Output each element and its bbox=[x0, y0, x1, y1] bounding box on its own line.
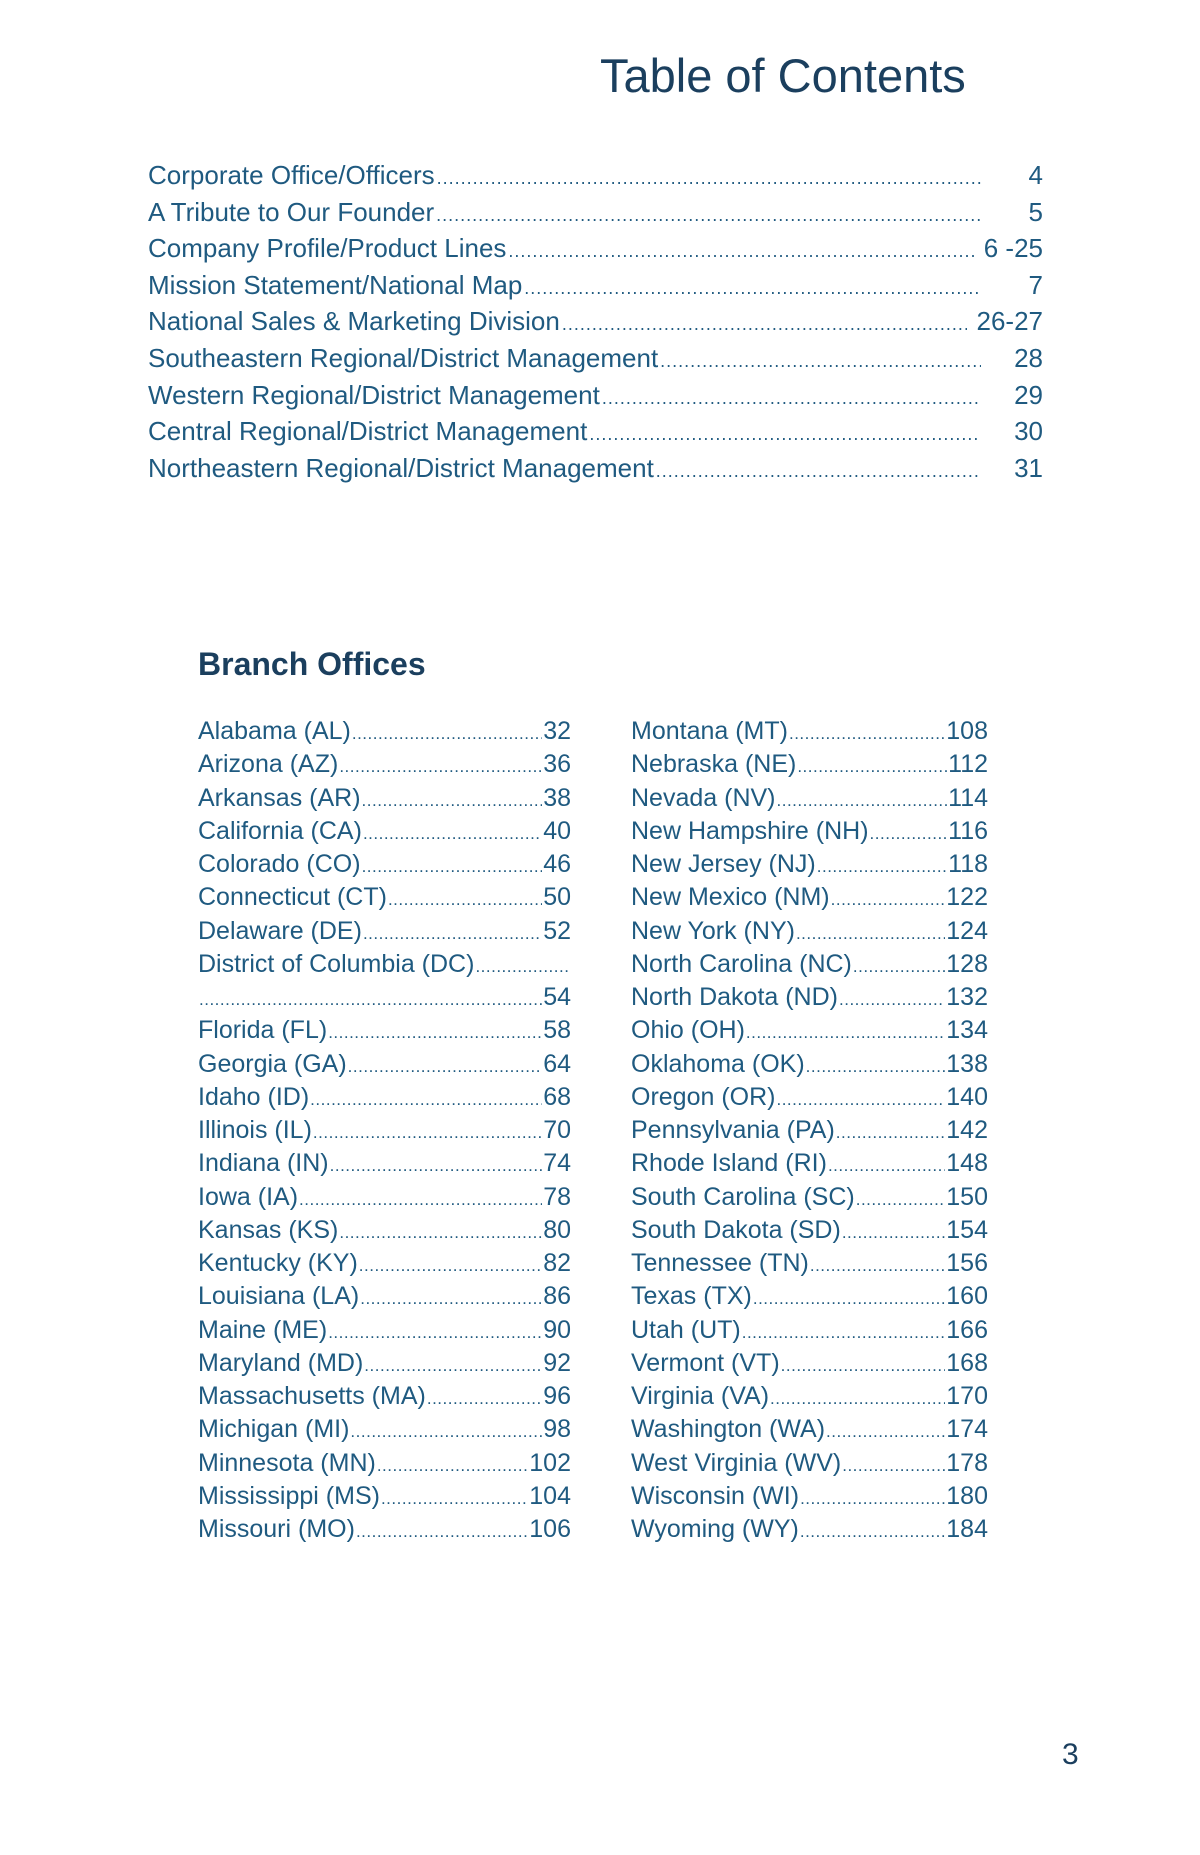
branch-entry bbox=[198, 1415, 571, 1448]
branch-entry-page: 104 bbox=[529, 1481, 571, 1510]
toc-entry-label: A Tribute to Our Founder bbox=[148, 196, 435, 227]
branch-entry bbox=[198, 817, 571, 850]
branch-entry-label: New Hampshire (NH) bbox=[631, 816, 869, 845]
branch-entry bbox=[198, 1515, 571, 1548]
branch-entry-label: Nebraska (NE) bbox=[631, 750, 797, 779]
dot-leader bbox=[352, 724, 542, 744]
dot-leader bbox=[777, 791, 948, 811]
branch-entry-label: Montana (MT) bbox=[631, 717, 788, 745]
branch-entry-page: 46 bbox=[543, 850, 571, 878]
dot-leader bbox=[363, 924, 542, 944]
branch-entry-page: 118 bbox=[948, 850, 988, 878]
branch-entry-page: 54 bbox=[543, 983, 571, 1011]
branch-entry-page: 150 bbox=[946, 1182, 988, 1211]
branch-entry-page: 168 bbox=[946, 1348, 988, 1377]
toc-entry-label: Northeastern Regional/District Management bbox=[148, 452, 654, 483]
toc-entry-label: Southeastern Regional/District Management bbox=[148, 342, 659, 373]
dot-leader bbox=[427, 1389, 542, 1409]
toc-entry bbox=[148, 343, 1043, 380]
branch-entry bbox=[631, 1216, 988, 1249]
branch-entry bbox=[631, 784, 988, 817]
branch-entry-page: 132 bbox=[946, 983, 988, 1011]
branch-entry bbox=[631, 1349, 988, 1382]
dot-leader bbox=[800, 1522, 945, 1542]
branch-entry-page: 92 bbox=[543, 1348, 571, 1377]
dot-leader bbox=[360, 1289, 542, 1309]
branch-entry bbox=[198, 950, 571, 983]
branch-entry-label: Pennsylvania (PA) bbox=[631, 1116, 835, 1144]
branch-entry-page: 114 bbox=[948, 783, 988, 812]
branch-entry bbox=[198, 917, 571, 950]
page-title: Table of Contents bbox=[600, 49, 966, 102]
branch-entry-label: Iowa (IA) bbox=[198, 1182, 299, 1211]
toc-entry-label: Central Regional/District Management bbox=[148, 416, 588, 447]
dot-leader bbox=[363, 824, 542, 844]
branch-entry-label: Mississippi (MS) bbox=[198, 1481, 380, 1510]
dot-leader bbox=[350, 1422, 542, 1442]
branch-entry-page: 184 bbox=[946, 1515, 988, 1543]
dot-leader bbox=[299, 1190, 542, 1210]
branch-entry-label: Connecticut (CT) bbox=[198, 883, 387, 912]
branch-entry-page: 154 bbox=[946, 1215, 988, 1244]
dot-leader bbox=[199, 990, 542, 1010]
branch-entry-label: Wisconsin (WI) bbox=[631, 1481, 800, 1510]
branch-entry-page: 160 bbox=[946, 1282, 988, 1311]
dot-leader bbox=[796, 924, 945, 944]
dot-leader bbox=[362, 791, 543, 811]
dot-leader bbox=[339, 1223, 542, 1243]
branch-entry-label: Arizona (AZ) bbox=[198, 750, 339, 779]
branch-entry-page: 86 bbox=[543, 1282, 571, 1311]
branch-entry bbox=[198, 1349, 571, 1382]
dot-leader bbox=[800, 1489, 945, 1509]
dot-leader bbox=[746, 1023, 945, 1043]
toc-entry-page: 31 bbox=[1014, 452, 1043, 483]
branch-entry bbox=[198, 1316, 571, 1349]
branch-entry-label: Delaware (DE) bbox=[198, 916, 362, 945]
branch-entry-label: Alabama (AL) bbox=[198, 717, 351, 745]
toc-entry-page: 29 bbox=[1014, 379, 1043, 410]
branch-entry bbox=[631, 1083, 988, 1116]
dot-leader bbox=[826, 1422, 945, 1442]
dot-leader bbox=[789, 724, 945, 744]
toc-entry bbox=[148, 197, 1043, 234]
branch-entry-page: 180 bbox=[946, 1481, 988, 1510]
branch-entry-page: 80 bbox=[543, 1215, 571, 1244]
branch-entry-page: 134 bbox=[946, 1016, 988, 1045]
branch-entry-label: New Jersey (NJ) bbox=[631, 850, 816, 878]
branch-entry-page: 170 bbox=[946, 1382, 988, 1410]
branch-entry-label: Washington (WA) bbox=[631, 1415, 826, 1444]
dot-leader bbox=[377, 1456, 528, 1476]
toc-entry bbox=[148, 453, 1043, 490]
dot-leader bbox=[330, 1156, 543, 1176]
branch-entry bbox=[198, 1083, 571, 1116]
branch-entry-page: 138 bbox=[946, 1049, 988, 1078]
dot-leader bbox=[660, 351, 981, 372]
branch-entry-page: 36 bbox=[543, 750, 571, 779]
dot-leader bbox=[436, 205, 981, 226]
branch-entry bbox=[631, 1449, 988, 1482]
branch-entry-page: 40 bbox=[543, 816, 571, 845]
toc-entry-label: Mission Statement/National Map bbox=[148, 269, 523, 300]
branch-entry-page: 108 bbox=[946, 717, 988, 745]
branch-entry-page: 142 bbox=[946, 1116, 988, 1144]
toc-entry-page: 4 bbox=[1028, 160, 1043, 190]
dot-leader bbox=[589, 424, 981, 445]
branch-entry bbox=[198, 784, 571, 817]
branch-entry bbox=[198, 750, 571, 783]
branch-entry-page: 140 bbox=[946, 1082, 988, 1111]
branch-entry-page: 128 bbox=[946, 949, 988, 978]
branch-entry-label: Oklahoma (OK) bbox=[631, 1049, 805, 1078]
branch-entry bbox=[198, 1149, 571, 1182]
dot-leader bbox=[508, 241, 973, 262]
dot-leader bbox=[770, 1389, 945, 1409]
branch-entry-page: 50 bbox=[543, 883, 571, 912]
dot-leader bbox=[810, 1256, 945, 1276]
branch-entry bbox=[198, 1116, 571, 1149]
branch-entry bbox=[631, 883, 988, 916]
branch-entry-label: Idaho (ID) bbox=[198, 1082, 310, 1111]
branch-entry-label: Oregon (OR) bbox=[631, 1082, 776, 1111]
branch-entry bbox=[198, 1382, 571, 1415]
branch-entry bbox=[631, 1316, 988, 1349]
dot-leader bbox=[842, 1456, 945, 1476]
toc-entry-page: 30 bbox=[1014, 416, 1043, 447]
branch-entry-label: Indiana (IN) bbox=[198, 1149, 329, 1178]
toc-entry bbox=[148, 233, 1043, 270]
toc-entry-page: 7 bbox=[1028, 269, 1043, 300]
branch-entry bbox=[198, 1016, 571, 1049]
branch-entry-label: Nevada (NV) bbox=[631, 783, 776, 812]
branch-entry-label: South Carolina (SC) bbox=[631, 1182, 855, 1211]
dot-leader bbox=[776, 1090, 945, 1110]
branch-entry-label: California (CA) bbox=[198, 816, 362, 845]
branch-entry bbox=[198, 1249, 571, 1282]
branch-entry-page: 106 bbox=[529, 1515, 571, 1543]
toc-entry bbox=[148, 306, 1043, 343]
dot-leader bbox=[388, 890, 542, 910]
branch-offices-heading: Branch Offices bbox=[198, 646, 426, 682]
branch-entry-page: 116 bbox=[948, 816, 988, 845]
branch-entry-page: 112 bbox=[948, 750, 988, 779]
dot-leader bbox=[524, 278, 981, 299]
branch-entry bbox=[198, 1050, 571, 1083]
branch-entry-label: Louisiana (LA) bbox=[198, 1282, 360, 1311]
dot-leader bbox=[310, 1090, 542, 1110]
toc-entry-page: 5 bbox=[1028, 196, 1043, 227]
branch-entry-page: 178 bbox=[946, 1448, 988, 1477]
dot-leader bbox=[831, 890, 946, 910]
branch-entry-label: Ohio (OH) bbox=[631, 1016, 745, 1045]
branch-entry-page: 32 bbox=[543, 717, 571, 745]
dot-leader bbox=[328, 1323, 542, 1343]
branch-entry bbox=[198, 850, 571, 883]
dot-leader bbox=[656, 461, 981, 482]
toc-entry-label: Company Profile/Product Lines bbox=[148, 233, 507, 264]
branch-entry-label: New York (NY) bbox=[631, 916, 795, 945]
branch-entry-label: Tennessee (TN) bbox=[631, 1249, 809, 1277]
dot-leader bbox=[602, 388, 981, 409]
branch-entry-label: Massachusetts (MA) bbox=[198, 1382, 426, 1410]
dot-leader bbox=[797, 757, 947, 777]
branch-entry-label: South Dakota (SD) bbox=[631, 1215, 841, 1244]
dot-leader bbox=[856, 1190, 946, 1210]
branch-entry-label: Florida (FL) bbox=[198, 1016, 328, 1045]
branch-entry-label: North Dakota (ND) bbox=[631, 983, 838, 1011]
branch-entry-page: 156 bbox=[946, 1249, 988, 1277]
branch-entry-page: 98 bbox=[543, 1415, 571, 1444]
branch-entry bbox=[631, 1515, 988, 1548]
dot-leader bbox=[362, 857, 543, 877]
branch-entry-page: 174 bbox=[946, 1415, 988, 1444]
branch-entry-page: 90 bbox=[543, 1315, 571, 1344]
branch-entry bbox=[198, 1482, 571, 1515]
toc-entry-label: Corporate Office/Officers bbox=[148, 160, 435, 190]
dot-leader bbox=[562, 314, 967, 335]
dot-leader bbox=[437, 168, 981, 189]
dot-leader bbox=[364, 1356, 542, 1376]
branch-entry bbox=[631, 717, 988, 750]
branch-entry bbox=[631, 917, 988, 950]
branch-entry-page: 166 bbox=[946, 1315, 988, 1344]
dot-leader bbox=[870, 824, 948, 844]
branch-entry bbox=[198, 983, 571, 1016]
branch-entry-label: Wyoming (WY) bbox=[631, 1515, 799, 1543]
branch-entry bbox=[631, 750, 988, 783]
branch-entry-label: New Mexico (NM) bbox=[631, 883, 830, 912]
dot-leader bbox=[839, 990, 945, 1010]
branch-entry bbox=[198, 1449, 571, 1482]
branch-entry-page: 38 bbox=[543, 783, 571, 812]
branch-entry-label: Michigan (MI) bbox=[198, 1415, 350, 1444]
dot-leader bbox=[313, 1123, 542, 1143]
branch-entry bbox=[631, 950, 988, 983]
page-number: 3 bbox=[1062, 1738, 1079, 1771]
branch-entry bbox=[631, 1282, 988, 1315]
branch-entry bbox=[631, 1016, 988, 1049]
dot-leader bbox=[328, 1023, 542, 1043]
branch-entry-label: Vermont (VT) bbox=[631, 1348, 780, 1377]
toc-entry-page: 26-27 bbox=[976, 306, 1043, 337]
branch-entry-page: 122 bbox=[946, 883, 988, 912]
branch-entry-label: Kansas (KS) bbox=[198, 1215, 339, 1244]
branch-entry-label: West Virginia (WV) bbox=[631, 1448, 842, 1477]
branch-entry bbox=[631, 1050, 988, 1083]
dot-leader bbox=[339, 757, 542, 777]
branch-entry bbox=[631, 817, 988, 850]
branch-entry bbox=[198, 1183, 571, 1216]
dot-leader bbox=[356, 1522, 528, 1542]
branch-entry-page: 82 bbox=[543, 1249, 571, 1277]
branch-entry bbox=[198, 717, 571, 750]
contents-list bbox=[148, 160, 1043, 489]
branch-entry-page: 52 bbox=[543, 916, 571, 945]
branch-entry-label: Colorado (CO) bbox=[198, 850, 361, 878]
dot-leader bbox=[828, 1156, 945, 1176]
toc-entry-label: Western Regional/District Management bbox=[148, 379, 600, 410]
branch-entry bbox=[631, 1382, 988, 1415]
branch-entry bbox=[631, 1249, 988, 1282]
branch-entry bbox=[631, 1116, 988, 1149]
branch-entry-label: Minnesota (MN) bbox=[198, 1448, 376, 1477]
branch-entry-label: Arkansas (AR) bbox=[198, 783, 361, 812]
toc-entry-label: National Sales & Marketing Division bbox=[148, 306, 560, 337]
branch-entry-label: Maine (ME) bbox=[198, 1315, 328, 1344]
branch-entry-page: 78 bbox=[543, 1182, 571, 1211]
branch-entry-label: North Carolina (NC) bbox=[631, 949, 852, 978]
branch-entry-label: Maryland (MD) bbox=[198, 1348, 364, 1377]
dot-leader bbox=[806, 1057, 946, 1077]
dot-leader bbox=[381, 1489, 528, 1509]
branch-entry-label: Utah (UT) bbox=[631, 1315, 741, 1344]
branch-entry-page: 64 bbox=[543, 1049, 571, 1078]
branch-entry-page: 68 bbox=[543, 1082, 571, 1111]
branch-entry bbox=[631, 1415, 988, 1448]
dot-leader bbox=[781, 1356, 946, 1376]
toc-entry bbox=[148, 270, 1043, 307]
toc-entry bbox=[148, 160, 1043, 197]
branch-entry-label: District of Columbia (DC) bbox=[198, 949, 475, 978]
branch-list-left bbox=[198, 717, 571, 1548]
dot-leader bbox=[817, 857, 947, 877]
dot-leader bbox=[842, 1223, 945, 1243]
dot-leader bbox=[753, 1289, 945, 1309]
dot-leader bbox=[836, 1123, 945, 1143]
branch-entry-label: Virginia (VA) bbox=[631, 1382, 770, 1410]
branch-entry-label: Illinois (IL) bbox=[198, 1116, 312, 1144]
toc-entry bbox=[148, 416, 1043, 453]
branch-entry-label: Texas (TX) bbox=[631, 1282, 752, 1311]
branch-entry bbox=[198, 1282, 571, 1315]
branch-entry-page: 96 bbox=[543, 1382, 571, 1410]
branch-entry-page: 58 bbox=[543, 1016, 571, 1045]
branch-entry bbox=[631, 1183, 988, 1216]
dot-leader bbox=[348, 1057, 543, 1077]
branch-entry-label: Missouri (MO) bbox=[198, 1515, 355, 1543]
toc-entry bbox=[148, 380, 1043, 417]
branch-entry bbox=[631, 850, 988, 883]
branch-entry bbox=[198, 883, 571, 916]
dot-leader bbox=[742, 1323, 946, 1343]
dot-leader bbox=[359, 1256, 542, 1276]
branch-entry-page: 74 bbox=[543, 1149, 571, 1178]
branch-entry-page: 148 bbox=[946, 1149, 988, 1178]
branch-entry-label: Rhode Island (RI) bbox=[631, 1149, 827, 1178]
branch-entry bbox=[198, 1216, 571, 1249]
branch-list-right bbox=[631, 717, 988, 1548]
dot-leader bbox=[475, 957, 570, 977]
branch-entry-label: Kentucky (KY) bbox=[198, 1249, 358, 1277]
toc-entry-page: 28 bbox=[1014, 342, 1043, 373]
branch-entry-page: 70 bbox=[543, 1116, 571, 1144]
branch-entry-page: 102 bbox=[529, 1448, 571, 1477]
branch-entry-label: Georgia (GA) bbox=[198, 1049, 347, 1078]
toc-entry-page: 6 -25 bbox=[983, 233, 1043, 264]
branch-entry bbox=[631, 1482, 988, 1515]
dot-leader bbox=[853, 957, 945, 977]
branch-entry bbox=[631, 1149, 988, 1182]
branch-entry-page: 124 bbox=[946, 916, 988, 945]
branch-entry bbox=[631, 983, 988, 1016]
